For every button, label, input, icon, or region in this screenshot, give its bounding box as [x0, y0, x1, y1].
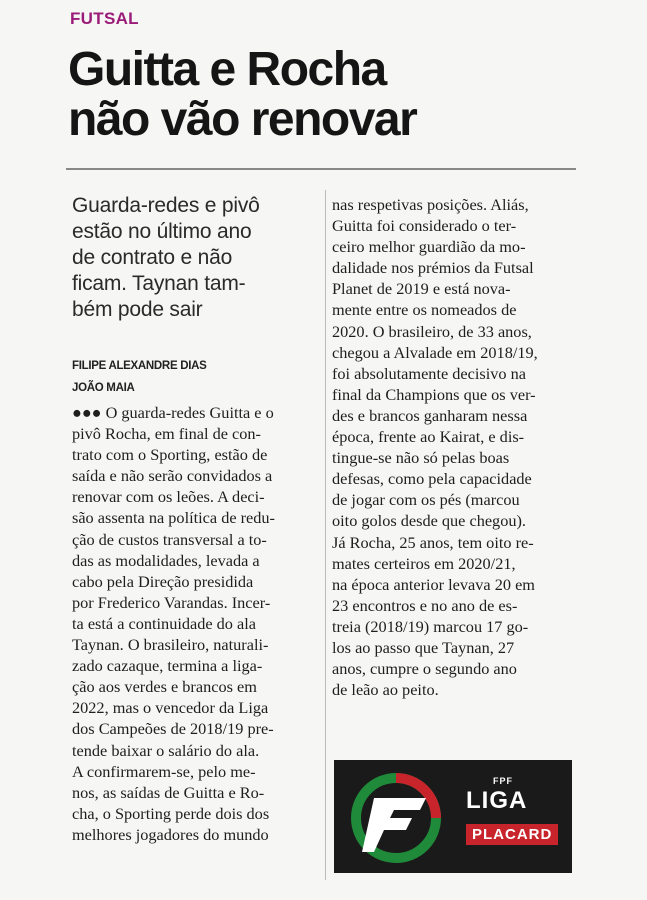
article-line: Taynan. O brasileiro, naturali-: [72, 635, 269, 655]
article-line: final da Champions que os ver-: [332, 384, 536, 404]
article-line: cha, o Sporting perde dois dos: [72, 803, 270, 823]
headline-line: Guitta e Rocha: [68, 43, 386, 96]
article-line: oito golos desde que chegou).: [332, 511, 526, 531]
article-line: nos, as saídas de Guitta e Ro-: [72, 782, 265, 802]
lead-paragraph: [72, 193, 320, 323]
article-line: foi absolutamente decisivo na: [332, 363, 526, 383]
article-line: Planet de 2019 e está nova-: [332, 279, 511, 299]
lead-line: ficam. Taynan tam-: [72, 272, 246, 295]
headline: [68, 45, 628, 145]
article-line: de jogar com os pés (marcou: [332, 490, 520, 510]
liga-placard-ad: [334, 760, 572, 873]
article-column-2: [332, 194, 577, 700]
ad-sponsor-label: PLACARD: [466, 824, 558, 845]
article-line: defesas, como pela capacidade: [332, 469, 532, 489]
article-line: 2022, mas o vencedor da Liga: [72, 698, 269, 718]
article-line: Já Rocha, 25 anos, tem oito re-: [332, 532, 534, 552]
lead-line: Guarda-redes e pivô: [72, 194, 260, 217]
article-line: tende baixar o salário do ala.: [72, 740, 260, 760]
article-line: são assenta na política de redu-: [72, 508, 275, 528]
article-line: 2020. O brasileiro, de 33 anos,: [332, 321, 532, 341]
article-line: nas respetivas posições. Aliás,: [332, 195, 529, 214]
article-line: época, frente ao Kairat, e dis-: [332, 427, 525, 447]
section-label: FUTSAL: [70, 9, 139, 28]
author-byline: JOÃO MAIA: [72, 382, 135, 394]
article-column-1: [72, 402, 322, 845]
article-line: A confirmarem-se, pelo me-: [72, 761, 256, 781]
lead-line: bém pode sair: [72, 298, 203, 321]
article-line: Guitta foi considerado o ter-: [332, 216, 517, 236]
article-line: saída e não serão convidados a: [72, 466, 273, 486]
author-byline: FILIPE ALEXANDRE DIAS: [72, 360, 207, 372]
column-divider: [325, 190, 326, 880]
article-line: ção aos verdes e brancos em: [72, 677, 257, 697]
ad-liga-label: LIGA: [466, 787, 528, 814]
article-line: mates certeiros em 2020/21,: [332, 553, 516, 573]
article-line: anos, cumpre o segundo ano: [332, 659, 517, 679]
article-line: melhores jogadores do mundo: [72, 824, 269, 844]
article-line: tingue-se não só pelas boas: [332, 448, 510, 468]
article-line: das as modalidades, levada a: [72, 550, 260, 570]
article-line: treia (2018/19) marcou 17 go-: [332, 616, 529, 636]
article-line: dos Campeões de 2018/19 pre-: [72, 719, 274, 739]
article-line: renovar com os leões. A deci-: [72, 487, 265, 507]
divider: [66, 168, 576, 170]
lead-line: estão no último ano: [72, 220, 252, 243]
article-line: ção de custos transversal a to-: [72, 529, 267, 549]
headline-line: não vão renovar: [68, 93, 417, 146]
article-line: trato com o Sporting, estão de: [72, 445, 268, 465]
article-line: ta está a continuidade do ala: [72, 613, 256, 633]
article-line: na época anterior levava 20 em: [332, 574, 535, 594]
article-line: pivô Rocha, em final de con-: [72, 424, 261, 444]
article-line: de leão ao peito.: [332, 680, 439, 700]
article-line: dalidade nos prémios da Futsal: [332, 258, 534, 278]
article-line: ceiro melhor guardião da mo-: [332, 237, 526, 257]
article-line: cabo pela Direção presidida: [72, 571, 254, 591]
liga-placard-logo-icon: [334, 760, 572, 873]
article-line: 23 encontros e no ano de es-: [332, 595, 518, 615]
article-line: los ao passo que Taynan, 27: [332, 637, 515, 657]
article-line: chegou a Alvalade em 2018/19,: [332, 342, 538, 362]
article-line: ●●● O guarda-redes Guitta e o: [72, 403, 274, 422]
article-line: mente entre os nomeados de: [332, 300, 517, 320]
lead-line: de contrato e não: [72, 246, 233, 269]
article-line: des e brancos ganharam nessa: [332, 405, 528, 425]
ad-org-label: FPF: [493, 776, 513, 786]
article-line: zado cazaque, termina a liga-: [72, 656, 263, 676]
article-line: por Frederico Varandas. Incer-: [72, 592, 271, 612]
